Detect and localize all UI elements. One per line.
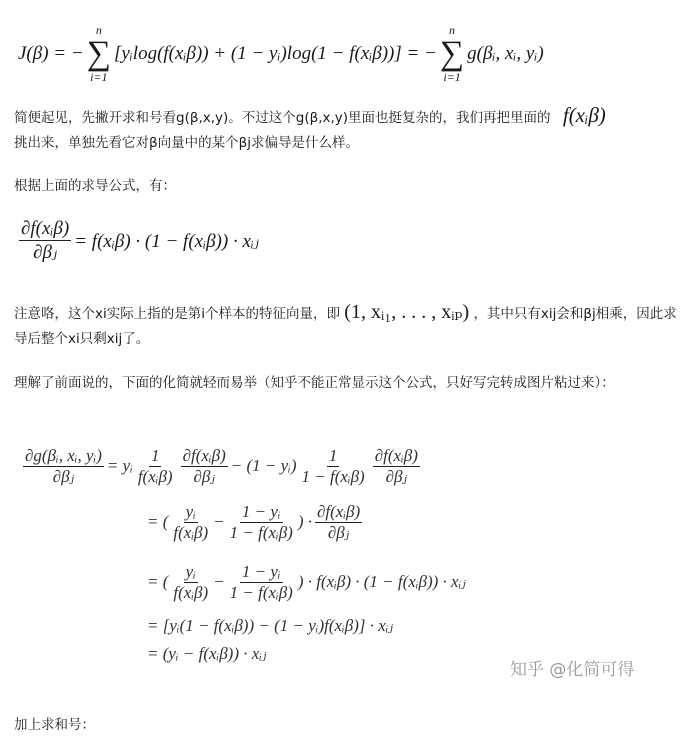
inline-math: f(xᵢβ) (562, 103, 606, 127)
eq-rhs: = f(xᵢβ) · (1 − f(xᵢβ)) · xᵢⱼ (74, 230, 259, 252)
gradient-derivation-image (20, 440, 466, 668)
paragraph-4: 理解了前面说的，下面的化简就轻而易举（知乎不能正常显示这个公式，只好写完转成图片粘过来）： (14, 375, 615, 391)
denominator: 1 − f(xᵢβ) (229, 582, 293, 602)
numerator: yᵢ (185, 561, 196, 581)
term: = ( (147, 572, 169, 591)
derivation-row-1 (20, 440, 423, 492)
fraction (19, 218, 71, 264)
numerator: 1 (328, 445, 338, 465)
denominator: ∂βⱼ (327, 522, 350, 542)
term: ) · (297, 512, 313, 531)
derivative-equation (16, 218, 259, 264)
eq-lhs: J(β) = − (18, 43, 84, 64)
numerator: ∂f(xᵢβ) (374, 445, 418, 465)
term: − (213, 572, 225, 591)
sum-top: n (95, 23, 102, 37)
denominator: f(xᵢβ) (137, 466, 173, 486)
derivation-row-4: = [yᵢ(1 − f(xᵢβ)) − (1 − yᵢ)f(xᵢβ)] · xᵢⱼ (147, 616, 393, 635)
sum-bot: i=1 (90, 70, 108, 84)
zhihu-watermark: 知乎 @化简可得 (510, 660, 635, 680)
numerator: 1 − yᵢ (241, 561, 281, 581)
denominator: ∂βⱼ (52, 466, 75, 486)
eq-body: [yᵢlog(f(xᵢβ)) + (1 − yᵢ)log(1 − f(xᵢβ))] = − (113, 43, 437, 64)
term: − (213, 512, 225, 531)
numerator: 1 − yᵢ (241, 501, 281, 521)
sum-symbol: n ∑ i=1 (86, 23, 111, 84)
paragraph-5: 加上求和号： (14, 717, 95, 733)
denominator: 1 − f(xᵢβ) (229, 522, 293, 542)
derivation-row-3 (147, 552, 466, 612)
denominator: 1 − f(xᵢβ) (301, 466, 365, 486)
para-text: ，其中只有xij会和βj相乘，因此求导后整个xi只剩xij了。 (14, 306, 677, 347)
term: = ( (147, 512, 169, 531)
denominator: ∂βⱼ (33, 242, 58, 263)
derivation-row-5: = (yᵢ − f(xᵢβ)) · xᵢⱼ (147, 644, 267, 663)
paragraph-3 (14, 300, 679, 352)
derivation-row-2 (147, 492, 365, 552)
numerator: ∂f(xᵢβ) (182, 445, 226, 465)
numerator: ∂f(xᵢβ) (21, 218, 70, 239)
numerator: 1 (150, 445, 160, 465)
term: − (1 − yᵢ) (230, 456, 297, 475)
sum-top: n (449, 23, 456, 37)
denominator: f(xᵢβ) (173, 522, 209, 542)
para-text: 注意咯，这个xi实际上指的是第i个样本的特征向量，即 (14, 306, 340, 322)
sum-bot: i=1 (443, 70, 461, 84)
paragraph-2: 根据上面的求导公式，有： (14, 178, 176, 194)
numerator: ∂g(βᵢ, xᵢ, yᵢ) (25, 445, 102, 465)
denominator: f(xᵢβ) (173, 582, 209, 602)
cost-function-equation (18, 22, 544, 86)
denominator: ∂βⱼ (385, 466, 407, 486)
para-text: 挑出来，单独先看它对β向量中的某个βj求偏导是什么样。 (14, 135, 359, 151)
term: = yᵢ (106, 456, 133, 475)
eq-body2: g(βᵢ, xᵢ, yᵢ) (467, 43, 544, 64)
inline-math: (1, xᵢ₁, . . . , xᵢₚ) (344, 301, 470, 323)
sum-symbol: n ∑ i=1 (439, 23, 465, 84)
denominator: ∂βⱼ (193, 466, 215, 486)
paragraph-1 (14, 103, 679, 156)
para-text: 简便起见，先撇开求和号看g(β,x,y)。不过这个g(β,x,y)里面也挺复杂的，我们再把里面的 (14, 110, 551, 126)
numerator: ∂f(xᵢβ) (317, 501, 361, 521)
term: ) · f(xᵢβ) · (1 − f(xᵢβ)) · xᵢⱼ (297, 572, 466, 591)
numerator: yᵢ (185, 501, 196, 521)
